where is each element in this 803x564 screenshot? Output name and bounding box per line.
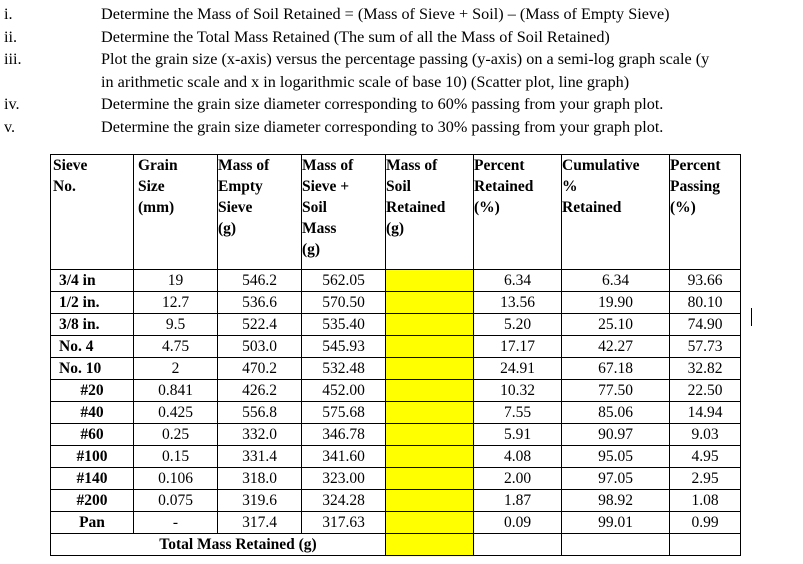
cell-pct-ret: 13.56 — [474, 292, 562, 314]
instruction-text: Determine the Mass of Soil Retained = (Mass of Sieve + Soil) – (Mass of Empty Sieve) — [101, 5, 670, 23]
cell-sieve-soil: 535.40 — [302, 314, 386, 336]
total-mass-retained-cell[interactable] — [386, 534, 474, 556]
header-line: (%) — [670, 199, 696, 216]
header-line: Soil — [386, 178, 411, 195]
cell-empty: 426.2 — [218, 380, 302, 402]
cell-pct-ret: 17.17 — [474, 336, 562, 358]
cell-sieve: No. 10 — [51, 358, 134, 380]
table-row — [51, 358, 741, 380]
cell-pct-ret: 5.91 — [474, 424, 562, 446]
header-line: % — [562, 178, 578, 195]
cell-grain: - — [134, 512, 218, 534]
header-line: Mass of — [218, 157, 270, 174]
cell-grain: 0.106 — [134, 468, 218, 490]
cell-sieve: #200 — [51, 490, 134, 512]
cell-sieve: #20 — [51, 380, 134, 402]
header-line: Mass — [302, 220, 337, 237]
header-line: Retained — [386, 199, 446, 216]
instruction-text: Determine the Total Mass Retained (The sum of all the Mass of Soil Retained) — [101, 27, 610, 46]
cell-cum: 77.50 — [562, 380, 670, 402]
cell-retained[interactable] — [386, 380, 474, 402]
cell-cum: 95.05 — [562, 446, 670, 468]
table-row — [51, 424, 741, 446]
table-row — [51, 336, 741, 358]
cell-cum: 85.06 — [562, 402, 670, 424]
table-row — [51, 270, 741, 292]
cell-empty: 318.0 — [218, 468, 302, 490]
cell-pct-ret: 5.20 — [474, 314, 562, 336]
instruction-text: Plot the grain size (x-axis) versus the percentage passing (y-axis) on a semi-log graph scale (y — [101, 50, 710, 68]
cell-passing: 4.95 — [670, 446, 741, 468]
sieve-analysis-table — [50, 154, 741, 556]
cell-pct-ret: 24.91 — [474, 358, 562, 380]
table-header-row — [51, 155, 741, 270]
cell-cum: 25.10 — [562, 314, 670, 336]
cell-passing: 93.66 — [670, 270, 741, 292]
table-row — [51, 512, 741, 534]
instruction-list — [0, 3, 803, 138]
cell-empty: 317.4 — [218, 512, 302, 534]
cell-empty: 331.4 — [218, 446, 302, 468]
cell-passing: 74.90 — [670, 314, 741, 336]
column-header — [218, 155, 302, 270]
cell-grain: 4.75 — [134, 336, 218, 358]
instruction-item — [0, 116, 803, 139]
cell-cum: 42.27 — [562, 336, 670, 358]
cell-passing: 57.73 — [670, 336, 741, 358]
cell-sieve-soil: 346.78 — [302, 424, 386, 446]
cell-grain: 0.25 — [134, 424, 218, 446]
total-label: Total Mass Retained (g) — [51, 534, 386, 556]
instruction-number: iii. — [4, 50, 22, 68]
cell-cum: 19.90 — [562, 292, 670, 314]
cell-empty: 522.4 — [218, 314, 302, 336]
cell-sieve-soil: 452.00 — [302, 380, 386, 402]
header-line: Sieve + — [302, 178, 350, 195]
cell-sieve: Pan — [51, 512, 134, 534]
empty-cell — [670, 534, 741, 556]
cell-pct-ret: 2.00 — [474, 468, 562, 490]
column-header — [562, 155, 670, 270]
instruction-number: i. — [4, 5, 13, 23]
cell-sieve-soil: 317.63 — [302, 512, 386, 534]
cell-empty: 332.0 — [218, 424, 302, 446]
header-line: Retained — [562, 199, 622, 216]
cell-sieve-soil: 575.68 — [302, 402, 386, 424]
cell-cum: 99.01 — [562, 512, 670, 534]
cell-cum: 67.18 — [562, 358, 670, 380]
column-header — [474, 155, 562, 270]
header-line: (mm) — [138, 199, 175, 216]
instruction-item — [0, 93, 803, 116]
header-line: Sieve — [53, 157, 88, 174]
cell-sieve: No. 4 — [51, 336, 134, 358]
instruction-text: Determine the grain size diameter corresponding to 60% passing from your graph plot. — [101, 95, 664, 113]
cell-retained[interactable] — [386, 424, 474, 446]
cell-sieve: #140 — [51, 468, 134, 490]
cell-retained[interactable] — [386, 490, 474, 512]
instruction-item — [0, 48, 803, 71]
header-line: Sieve — [218, 199, 253, 216]
header-line: Passing — [670, 178, 720, 195]
cell-cum: 90.97 — [562, 424, 670, 446]
table-row — [51, 292, 741, 314]
header-line: (g) — [218, 220, 237, 237]
table-row — [51, 314, 741, 336]
table-row — [51, 380, 741, 402]
header-line: No. — [53, 178, 76, 195]
cell-sieve: #60 — [51, 424, 134, 446]
cell-pct-ret: 1.87 — [474, 490, 562, 512]
cell-empty: 536.6 — [218, 292, 302, 314]
cell-sieve: 3/4 in — [51, 270, 134, 292]
column-header — [51, 155, 134, 270]
cell-retained[interactable] — [386, 512, 474, 534]
header-line: Grain — [138, 157, 178, 174]
edge-line — [751, 308, 752, 326]
cell-retained[interactable] — [386, 358, 474, 380]
cell-passing: 22.50 — [670, 380, 741, 402]
cell-pct-ret: 7.55 — [474, 402, 562, 424]
cell-pct-ret: 4.08 — [474, 446, 562, 468]
instruction-item — [0, 3, 803, 26]
header-line: (%) — [474, 199, 500, 216]
cell-sieve-soil: 323.00 — [302, 468, 386, 490]
header-line: (g) — [302, 241, 321, 258]
cell-sieve-soil: 341.60 — [302, 446, 386, 468]
cell-sieve-soil: 324.28 — [302, 490, 386, 512]
header-line: Empty — [218, 178, 263, 195]
column-header — [302, 155, 386, 270]
cell-retained[interactable] — [386, 336, 474, 358]
cell-passing: 80.10 — [670, 292, 741, 314]
cell-grain: 12.7 — [134, 292, 218, 314]
cell-passing: 2.95 — [670, 468, 741, 490]
cell-grain: 0.15 — [134, 446, 218, 468]
column-header — [134, 155, 218, 270]
empty-cell — [474, 534, 562, 556]
cell-sieve: #40 — [51, 402, 134, 424]
cell-empty: 503.0 — [218, 336, 302, 358]
cell-sieve: #100 — [51, 446, 134, 468]
cell-sieve-soil: 532.48 — [302, 358, 386, 380]
table-row — [51, 402, 741, 424]
instruction-number: iv. — [4, 95, 20, 113]
instruction-text: Determine the grain size diameter corresponding to 30% passing from your graph plot. — [101, 117, 664, 136]
instruction-number: ii. — [4, 27, 18, 46]
cell-sieve: 3/8 in. — [51, 314, 134, 336]
cell-passing: 32.82 — [670, 358, 741, 380]
cell-sieve-soil: 570.50 — [302, 292, 386, 314]
table-row — [51, 490, 741, 512]
cell-passing: 14.94 — [670, 402, 741, 424]
cell-cum: 98.92 — [562, 490, 670, 512]
cell-empty: 470.2 — [218, 358, 302, 380]
total-row — [51, 534, 741, 556]
cell-sieve-soil: 562.05 — [302, 270, 386, 292]
cell-retained[interactable] — [386, 468, 474, 490]
header-line: Percent — [670, 157, 721, 174]
column-header — [670, 155, 741, 270]
cell-sieve: 1/2 in. — [51, 292, 134, 314]
cell-pct-ret: 6.34 — [474, 270, 562, 292]
header-line: (g) — [386, 220, 405, 237]
cell-sieve-soil: 545.93 — [302, 336, 386, 358]
header-line: Mass of — [386, 157, 438, 174]
header-line: Percent — [474, 157, 525, 174]
cell-grain: 9.5 — [134, 314, 218, 336]
empty-cell — [562, 534, 670, 556]
cell-retained[interactable] — [386, 270, 474, 292]
table-row — [51, 468, 741, 490]
header-line: Size — [138, 178, 165, 195]
instruction-number: v. — [4, 117, 16, 136]
cell-passing: 0.99 — [670, 512, 741, 534]
cell-grain: 19 — [134, 270, 218, 292]
cell-passing: 1.08 — [670, 490, 741, 512]
header-line: Mass of — [302, 157, 354, 174]
cell-retained[interactable] — [386, 314, 474, 336]
cell-grain: 2 — [134, 358, 218, 380]
cell-cum: 6.34 — [562, 270, 670, 292]
cell-retained[interactable] — [386, 446, 474, 468]
column-header — [386, 155, 474, 270]
cell-passing: 9.03 — [670, 424, 741, 446]
cell-cum: 97.05 — [562, 468, 670, 490]
cell-grain: 0.425 — [134, 402, 218, 424]
cell-empty: 546.2 — [218, 270, 302, 292]
table-row — [51, 446, 741, 468]
instruction-item — [0, 26, 803, 49]
cell-pct-ret: 10.32 — [474, 380, 562, 402]
instruction-item — [0, 71, 803, 94]
cell-grain: 0.841 — [134, 380, 218, 402]
cell-retained[interactable] — [386, 292, 474, 314]
cell-empty: 556.8 — [218, 402, 302, 424]
instruction-text: in arithmetic scale and x in logarithmic scale of base 10) (Scatter plot, line graph) — [101, 72, 630, 91]
header-line: Soil — [302, 199, 327, 216]
cell-pct-ret: 0.09 — [474, 512, 562, 534]
header-line: Cumulative — [562, 157, 640, 174]
cell-retained[interactable] — [386, 402, 474, 424]
cell-grain: 0.075 — [134, 490, 218, 512]
cell-empty: 319.6 — [218, 490, 302, 512]
header-line: Retained — [474, 178, 534, 195]
